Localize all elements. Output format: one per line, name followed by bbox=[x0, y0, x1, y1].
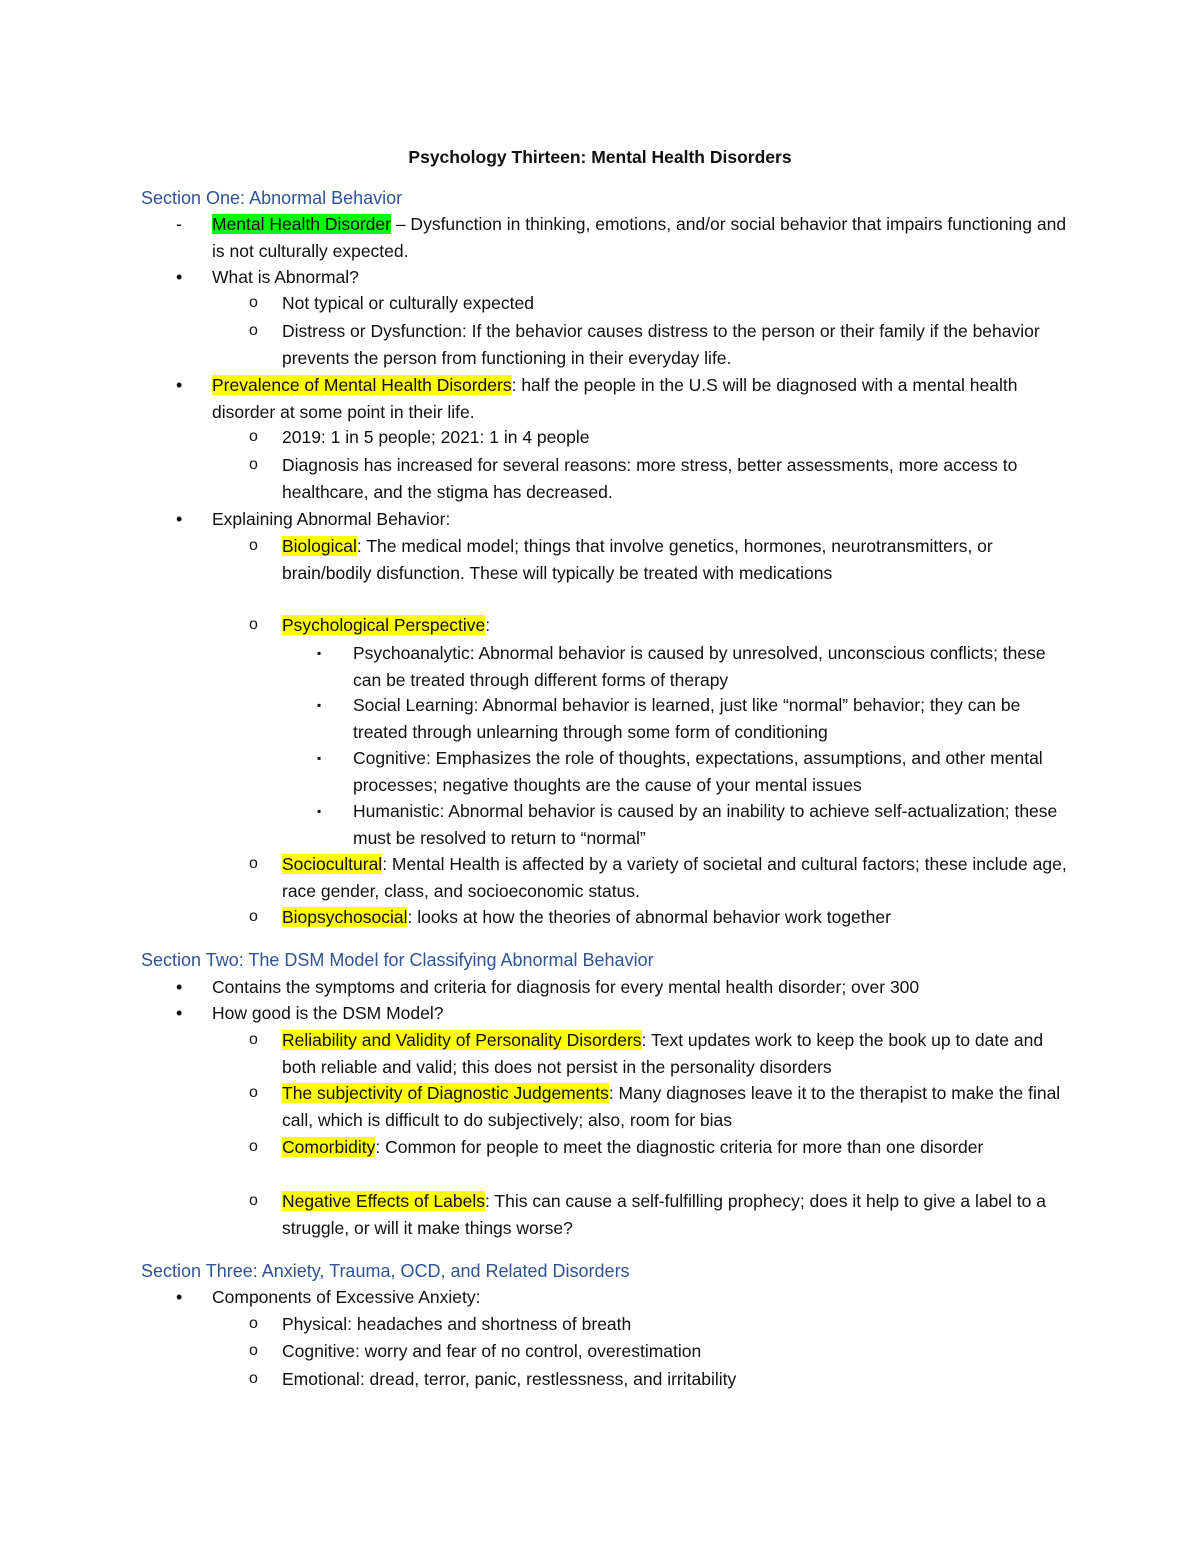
list-item bbox=[249, 851, 1072, 904]
item-text: Humanistic: Abnormal behavior is caused by an inability to achieve self-actualization; these must be resolved to return to “normal” bbox=[353, 801, 1058, 848]
bullet-marker: • bbox=[176, 267, 183, 287]
circle-marker: o bbox=[249, 908, 258, 925]
item-text: Diagnosis has increased for several reasons: more stress, better assessments, more access to healthcare, and the stigma has decreased. bbox=[282, 455, 1018, 502]
term-highlight: The subjectivity of Diagnostic Judgements bbox=[282, 1083, 609, 1103]
item-text: : Mental Health is affected by a variety of societal and cultural factors; these include age, race gender, class, and socioeconomic status. bbox=[282, 854, 1067, 901]
circle-marker: o bbox=[249, 1192, 258, 1209]
term-highlight: Mental Health Disorder bbox=[212, 214, 391, 234]
list-item bbox=[176, 506, 1072, 533]
term-highlight: Prevalence of Mental Health Disorders bbox=[212, 375, 512, 395]
item-text: Explaining Abnormal Behavior: bbox=[212, 509, 451, 529]
square-marker: ▪ bbox=[317, 751, 322, 765]
item-text: : The medical model; things that involve genetics, hormones, neurotransmitters, or brain/bodily disfunction. These will typically be treated with medications bbox=[282, 536, 993, 583]
list-item bbox=[249, 1188, 1072, 1241]
list-item bbox=[317, 745, 1073, 798]
item-text: Distress or Dysfunction: If the behavior causes distress to the person or their family if the behavior prevents the person from functioning in their everyday life. bbox=[282, 321, 1040, 368]
item-text: 2019: 1 in 5 people; 2021: 1 in 4 people bbox=[282, 427, 590, 447]
term-highlight: Sociocultural bbox=[282, 854, 383, 874]
circle-marker: o bbox=[249, 1342, 258, 1359]
circle-marker: o bbox=[249, 537, 258, 554]
circle-marker: o bbox=[249, 1315, 258, 1332]
list-item bbox=[176, 974, 1072, 1001]
item-text: Psychoanalytic: Abnormal behavior is caused by unresolved, unconscious conflicts; these can be treated through different forms of therapy bbox=[353, 643, 1046, 690]
square-marker: ▪ bbox=[317, 646, 322, 660]
item-text: : Many diagnoses leave it to the therapist to make the final call, which is difficult to do subjectively; also, room for bias bbox=[282, 1083, 1061, 1130]
square-marker: ▪ bbox=[317, 804, 322, 818]
list-item bbox=[249, 424, 1072, 451]
circle-marker: o bbox=[249, 1138, 258, 1155]
circle-marker: o bbox=[249, 616, 258, 633]
item-text: : This can cause a self-fulfilling prophecy; does it help to give a label to a struggle, or will it make things worse? bbox=[282, 1191, 1046, 1238]
item-text: Contains the symptoms and criteria for diagnosis for every mental health disorder; over 300 bbox=[212, 977, 920, 997]
list-item bbox=[176, 264, 1072, 291]
circle-marker: o bbox=[249, 294, 258, 311]
item-text: : bbox=[485, 615, 491, 635]
circle-marker: o bbox=[249, 1370, 258, 1387]
bullet-marker: • bbox=[176, 1003, 183, 1023]
list-item bbox=[249, 1366, 1072, 1393]
item-text: What is Abnormal? bbox=[212, 267, 359, 287]
circle-marker: o bbox=[249, 428, 258, 445]
list-item bbox=[249, 612, 1072, 639]
item-text: – Dysfunction in thinking, emotions, and/or social behavior that impairs functioning and is not culturally expected. bbox=[212, 214, 1067, 261]
list-item bbox=[249, 290, 1072, 317]
item-text: Components of Excessive Anxiety: bbox=[212, 1287, 481, 1307]
term-highlight: Negative Effects of Labels bbox=[282, 1191, 485, 1211]
bullet-marker: • bbox=[176, 1287, 183, 1307]
list-item bbox=[176, 372, 1072, 425]
list-item bbox=[249, 1134, 1072, 1161]
item-text: Not typical or culturally expected bbox=[282, 293, 534, 313]
list-item bbox=[249, 1080, 1072, 1133]
page-title: Psychology Thirteen: Mental Health Disorders bbox=[408, 147, 792, 167]
dash-marker: - bbox=[176, 214, 182, 234]
list-item bbox=[249, 1338, 1072, 1365]
list-item bbox=[176, 1000, 1072, 1027]
list-item bbox=[249, 904, 1072, 931]
term-highlight: Comorbidity bbox=[282, 1137, 376, 1157]
term-highlight: Biological bbox=[282, 536, 357, 556]
item-text: : looks at how the theories of abnormal behavior work together bbox=[407, 907, 891, 927]
list-item bbox=[249, 533, 1072, 586]
list-item bbox=[176, 1284, 1072, 1311]
list-item bbox=[249, 1311, 1072, 1338]
circle-marker: o bbox=[249, 855, 258, 872]
item-text: : Text updates work to keep the book up to date and both reliable and valid; this does not persist in the personality disorders bbox=[282, 1030, 1044, 1077]
list-item bbox=[317, 798, 1073, 851]
bullet-marker: • bbox=[176, 509, 183, 529]
list-item bbox=[249, 452, 1072, 505]
term-highlight: Reliability and Validity of Personality Disorders bbox=[282, 1030, 642, 1050]
bullet-marker: • bbox=[176, 375, 183, 395]
item-text: How good is the DSM Model? bbox=[212, 1003, 444, 1023]
list-item bbox=[249, 1027, 1072, 1080]
item-text: Cognitive: Emphasizes the role of thoughts, expectations, assumptions, and other mental processes; negative thoughts are the cause of your mental issues bbox=[353, 748, 1043, 795]
list-item bbox=[249, 318, 1072, 371]
section-three-heading: Section Three: Anxiety, Trauma, OCD, and Related Disorders bbox=[141, 1261, 630, 1281]
item-text: Social Learning: Abnormal behavior is learned, just like “normal” behavior; they can be treated through unlearning through some form of conditioning bbox=[353, 695, 1021, 742]
term-highlight: Biopsychosocial bbox=[282, 907, 408, 927]
section-one-heading: Section One: Abnormal Behavior bbox=[141, 188, 403, 208]
item-text: Cognitive: worry and fear of no control, overestimation bbox=[282, 1341, 702, 1361]
list-item bbox=[317, 692, 1073, 745]
circle-marker: o bbox=[249, 456, 258, 473]
item-text: Physical: headaches and shortness of breath bbox=[282, 1314, 632, 1334]
list-item bbox=[176, 211, 1072, 264]
circle-marker: o bbox=[249, 322, 258, 339]
item-text: Emotional: dread, terror, panic, restlessness, and irritability bbox=[282, 1369, 737, 1389]
list-item bbox=[317, 640, 1073, 693]
square-marker: ▪ bbox=[317, 698, 322, 712]
bullet-marker: • bbox=[176, 977, 183, 997]
item-text: : half the people in the U.S will be diagnosed with a mental health disorder at some point in their life. bbox=[212, 375, 1018, 422]
term-highlight: Psychological Perspective bbox=[282, 615, 486, 635]
item-text: : Common for people to meet the diagnostic criteria for more than one disorder bbox=[375, 1137, 984, 1157]
circle-marker: o bbox=[249, 1031, 258, 1048]
section-two-heading: Section Two: The DSM Model for Classifying Abnormal Behavior bbox=[141, 950, 654, 970]
circle-marker: o bbox=[249, 1084, 258, 1101]
